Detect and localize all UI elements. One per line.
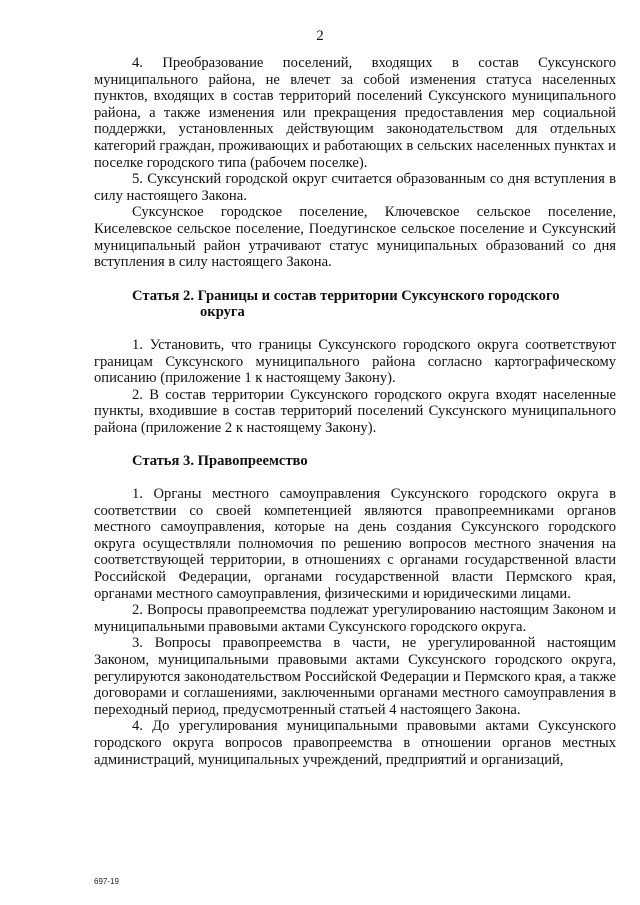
paragraph: 4. Преобразование поселений, входящих в состав Суксунского муниципального района, не влечет за собой изменения статуса населенных пунктов, входящих в состав территорий поселений Суксунского муниципального района, а также изменения или прекращения предоставления мер социальной поддержки, установленных действующим законодательством для отдельных категорий граждан, проживающих и работающих в сельских населенных пунктах и поселке городского типа (рабочем поселке). bbox=[94, 55, 616, 171]
article-3-heading: Статья 3. Правопреемство bbox=[132, 453, 308, 470]
paragraph: 1. Органы местного самоуправления Суксунского городского округа в соответствии со своей компетенцией являются правопреемниками органов местного самоуправления, которые на день создания Суксунского городского округа осуществляли полномочия по решению вопросов местного значения на соответствующей территории, в отношениях с органами государственной власти Российской Федерации, органами государственной власти Пермского края, органами местного самоуправления, физическими и юридическими лицами. bbox=[94, 486, 616, 602]
page-number: 2 bbox=[316, 28, 324, 44]
article-2-heading-line1: Статья 2. Границы и состав территории Суксунского городского bbox=[132, 287, 560, 304]
document-body bbox=[94, 55, 616, 768]
paragraph: 5. Суксунский городской округ считается образованным со дня вступления в силу настоящего Закона. bbox=[94, 171, 616, 204]
paragraph: 2. В состав территории Суксунского городского округа входят населенные пункты, входившие в состав территорий поселений Суксунского муниципального района (приложение 2 к настоящему Закону). bbox=[94, 386, 616, 436]
article-2-heading bbox=[94, 288, 616, 321]
paragraph: 3. Вопросы правопреемства в части, не урегулированной настоящим Законом, муниципальными правовыми актами Суксунского городского округа, регулируются законодательством Российской Федерации и Пермского края, а также договорами и соглашениями, заключенными органами местного самоуправления в переходный период, предусмотренный статьей 4 настоящего Закона. bbox=[94, 635, 616, 718]
paragraph: 1. Установить, что границы Суксунского городского округа соответствуют границам Суксунского муниципального района согласно картографическому описанию (приложение 1 к настоящему Закону). bbox=[94, 336, 616, 387]
article-2-heading-line2: округа bbox=[200, 304, 245, 321]
document-code: 697-19 bbox=[94, 877, 119, 886]
paragraph: 2. Вопросы правопреемства подлежат урегулированию настоящим Законом и муниципальными правовыми актами Суксунского городского округа. bbox=[94, 602, 616, 635]
paragraph: 4. До урегулирования муниципальными правовыми актами Суксунского городского округа вопросов правопреемства в отношении органов местных администраций, муниципальных учреждений, предприятий и организаций, bbox=[94, 718, 616, 768]
paragraph: Суксунское городское поселение, Ключевское сельское поселение, Киселевское сельское поселение, Поедугинское сельское поселение и Суксунский муниципальный район утрачивают статус муниципальных образований со дня вступления в силу настоящего Закона. bbox=[94, 204, 616, 271]
